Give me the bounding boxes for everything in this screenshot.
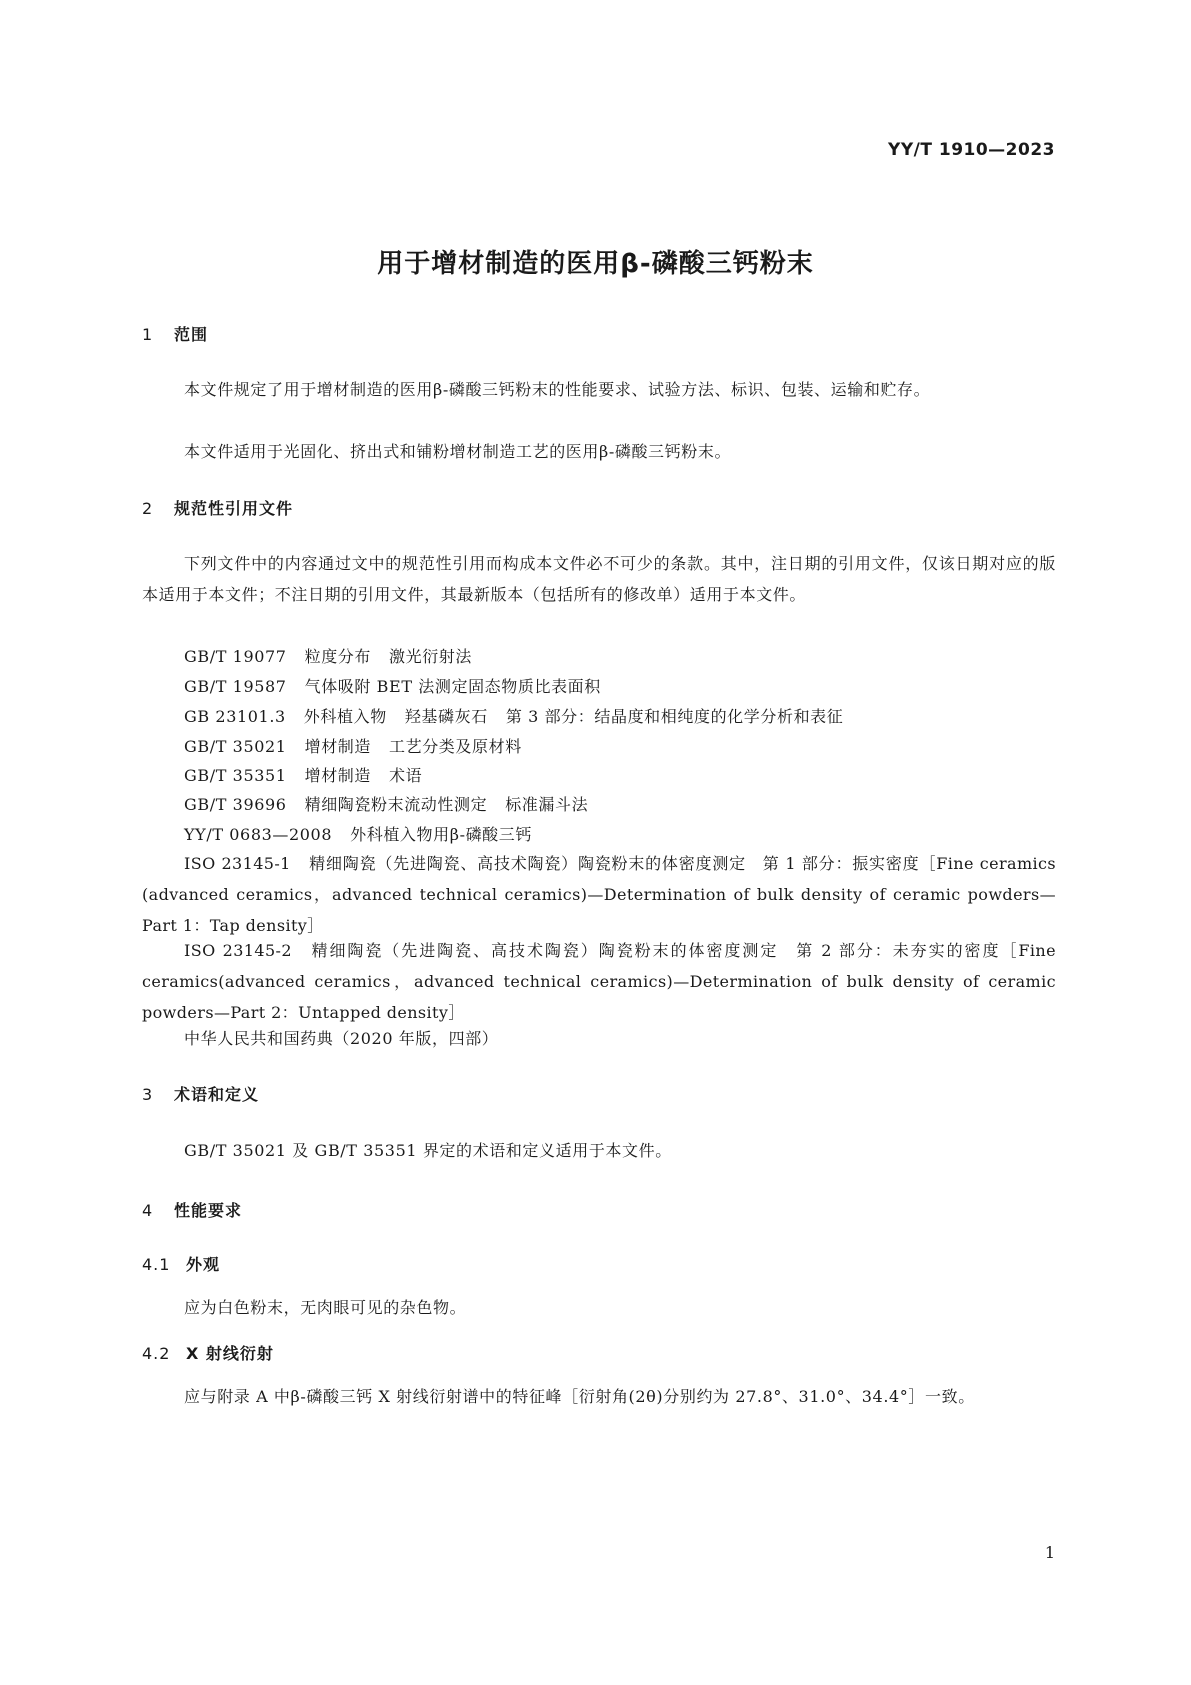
section-4-1-heading: [142, 1252, 220, 1275]
section-title: 外观: [186, 1255, 221, 1274]
section-1-heading: [142, 322, 208, 345]
reference-item: [184, 789, 1056, 820]
section-2-heading: [142, 496, 293, 519]
reference-code: GB/T 35021: [184, 737, 287, 756]
reference-part: 第 3 部分：结晶度和相纯度的化学分析和表征: [505, 707, 844, 726]
section-title: 规范性引用文件: [174, 499, 294, 518]
section-3-heading: [142, 1082, 259, 1105]
section-title: 术语和定义: [174, 1085, 260, 1104]
reference-code: GB/T 39696: [184, 795, 287, 814]
section-number: 4: [142, 1201, 154, 1220]
reference-subtitle: 工艺分类及原材料: [389, 737, 522, 756]
reference-code: ISO 23145-2: [184, 941, 292, 960]
page-number: 1: [1044, 1543, 1055, 1562]
section-number: 1: [142, 325, 154, 344]
reference-title: 粒度分布: [304, 647, 371, 666]
section-number: 2: [142, 499, 154, 518]
xrd-paragraph: 应与附录 A 中β-磷酸三钙 X 射线衍射谱中的特征峰［衍射角(2θ)分别约为 27.8°、31.0°、34.4°］一致。: [184, 1387, 975, 1406]
section-title: 范围: [174, 325, 209, 344]
section-title: X 射线衍射: [186, 1344, 274, 1363]
reference-title: 精细陶瓷（先进陶瓷、高技术陶瓷）陶瓷粉末的体密度测定 第 1 部分：振实密度［Fine ceramics (advanced ceramics，advanced technical ceramics)—Determination of bulk density of ceramic powders—Part 1：Tap density］: [142, 854, 1057, 935]
reference-code: GB/T 19077: [184, 647, 287, 666]
section-4-heading: [142, 1198, 242, 1221]
reference-code: ISO 23145-1: [184, 854, 291, 873]
normative-intro: 下列文件中的内容通过文中的规范性引用而构成本文件必不可少的条款。其中，注日期的引用文件，仅该日期对应的版本适用于本文件；不注日期的引用文件，其最新版本（包括所有的修改单）适用于本文件。: [142, 554, 1056, 604]
reference-title: 精细陶瓷（先进陶瓷、高技术陶瓷）陶瓷粉末的体密度测定 第 2 部分：未夯实的密度［Fine ceramics(advanced ceramics，advanced technical ceramics)—Determination of bulk density of ceramic powders—Part 2：Untapped density］: [142, 941, 1056, 1022]
reference-item-iso-1: [142, 848, 1056, 941]
reference-item: [184, 760, 1056, 791]
scope-paragraph-1: 本文件规定了用于增材制造的医用β-磷酸三钙粉末的性能要求、试验方法、标识、包装、运输和贮存。: [184, 380, 931, 399]
reference-item: [184, 701, 1056, 732]
reference-item-pharmacopoeia: 中华人民共和国药典（2020 年版，四部）: [184, 1029, 499, 1048]
scope-paragraph-2: 本文件适用于光固化、挤出式和铺粉增材制造工艺的医用β-磷酸三钙粉末。: [184, 442, 732, 461]
document-title: 用于增材制造的医用β-磷酸三钙粉末: [377, 249, 814, 279]
reference-item: [184, 671, 1056, 702]
section-number: 4.2: [142, 1344, 171, 1363]
reference-title: 外科植入物: [303, 707, 387, 726]
reference-subtitle: 羟基磷灰石: [404, 707, 488, 726]
reference-subtitle: 激光衍射法: [389, 647, 473, 666]
standard-code: YY/T 1910—2023: [888, 140, 1055, 160]
reference-code: GB 23101.3: [184, 707, 286, 726]
reference-title: 增材制造: [304, 737, 371, 756]
reference-subtitle: 术语: [389, 766, 423, 785]
appearance-paragraph: 应为白色粉末，无肉眼可见的杂色物。: [184, 1298, 467, 1317]
reference-item: [184, 641, 1056, 672]
reference-item: [184, 731, 1056, 762]
reference-code: GB/T 35351: [184, 766, 287, 785]
terms-paragraph: GB/T 35021 及 GB/T 35351 界定的术语和定义适用于本文件。: [184, 1141, 672, 1160]
reference-code: YY/T 0683—2008: [184, 825, 333, 844]
reference-title: 精细陶瓷粉末流动性测定: [304, 795, 488, 814]
section-number: 4.1: [142, 1255, 171, 1274]
section-number: 3: [142, 1085, 154, 1104]
section-4-2-heading: [142, 1341, 274, 1364]
reference-item-iso-2: [142, 935, 1056, 1028]
reference-item: [184, 819, 1056, 850]
reference-title: 外科植入物用β-磷酸三钙: [350, 825, 532, 844]
reference-subtitle: 标准漏斗法: [505, 795, 589, 814]
section-title: 性能要求: [174, 1201, 243, 1220]
reference-title: 增材制造: [304, 766, 371, 785]
reference-code: GB/T 19587: [184, 677, 287, 696]
reference-title: 气体吸附 BET 法测定固态物质比表面积: [304, 677, 601, 696]
